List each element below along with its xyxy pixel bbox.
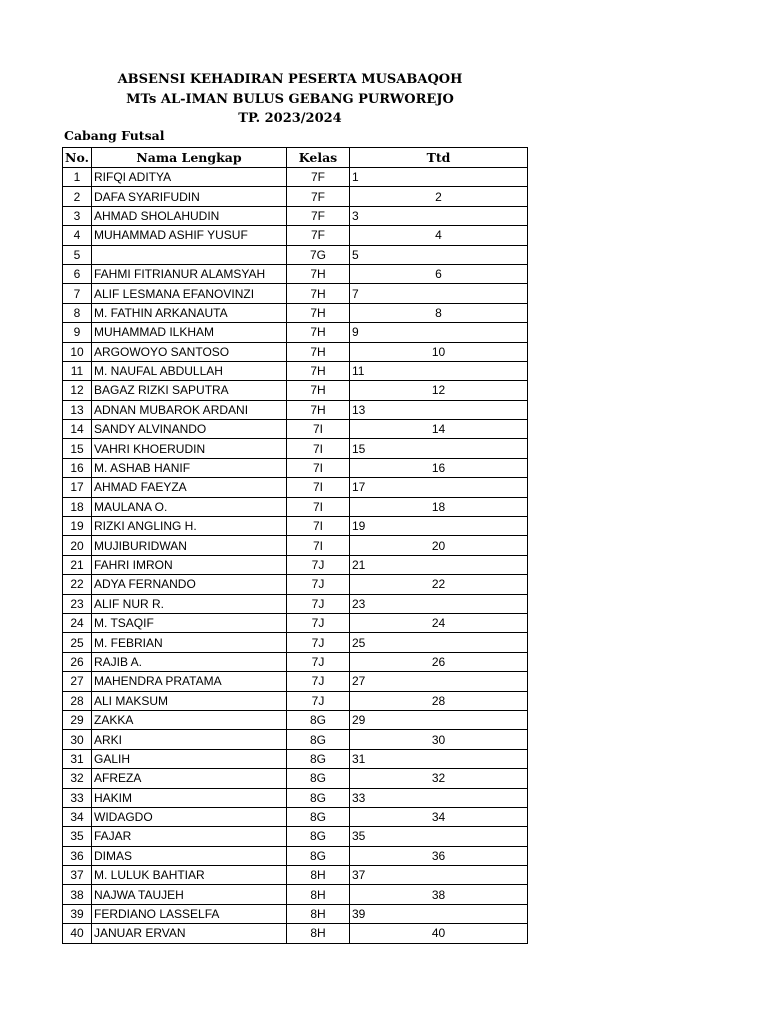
row-number: 37 <box>63 866 92 885</box>
student-name <box>92 245 287 264</box>
row-number: 15 <box>63 439 92 458</box>
signature-cell[interactable]: 31 <box>350 749 528 768</box>
row-number: 6 <box>63 264 92 283</box>
student-name: RIZKI ANGLING H. <box>92 517 287 536</box>
student-name: ARGOWOYO SANTOSO <box>92 342 287 361</box>
table-row <box>63 633 528 652</box>
document-title: ABSENSI KEHADIRAN PESERTA MUSABAQOH <box>117 72 463 87</box>
school-name: MTs AL-IMAN BULUS GEBANG PURWOREJO <box>126 92 454 107</box>
student-class: 7I <box>287 497 350 516</box>
table-row <box>63 866 528 885</box>
row-number: 40 <box>63 924 92 943</box>
student-name: ADNAN MUBAROK ARDANI <box>92 400 287 419</box>
table-row <box>63 594 528 613</box>
table-row <box>63 749 528 768</box>
table-row <box>63 187 528 206</box>
student-class: 7J <box>287 652 350 671</box>
table-row <box>63 846 528 865</box>
table-row <box>63 168 528 187</box>
table-row <box>63 264 528 283</box>
student-class: 7J <box>287 613 350 632</box>
table-row <box>63 342 528 361</box>
student-class: 7I <box>287 439 350 458</box>
student-class: 7H <box>287 284 350 303</box>
row-number: 26 <box>63 652 92 671</box>
column-header-name: Nama Lengkap <box>92 148 287 168</box>
signature-cell[interactable]: 13 <box>350 400 528 419</box>
student-class: 7H <box>287 361 350 380</box>
student-class: 7J <box>287 575 350 594</box>
student-name: WIDAGDO <box>92 807 287 826</box>
signature-cell[interactable]: 5 <box>350 245 528 264</box>
row-number: 27 <box>63 672 92 691</box>
row-number: 16 <box>63 458 92 477</box>
signature-cell[interactable]: 28 <box>350 691 528 710</box>
table-row <box>63 807 528 826</box>
student-name: JANUAR ERVAN <box>92 924 287 943</box>
table-row <box>63 885 528 904</box>
table-row <box>63 323 528 342</box>
row-number: 8 <box>63 303 92 322</box>
student-class: 7J <box>287 672 350 691</box>
row-number: 17 <box>63 478 92 497</box>
signature-cell[interactable]: 16 <box>350 458 528 477</box>
signature-cell[interactable]: 7 <box>350 284 528 303</box>
row-number: 22 <box>63 575 92 594</box>
student-class: 8G <box>287 807 350 826</box>
signature-cell[interactable]: 14 <box>350 420 528 439</box>
student-name: RIFQI ADITYA <box>92 168 287 187</box>
row-number: 35 <box>63 827 92 846</box>
student-name: M. FEBRIAN <box>92 633 287 652</box>
signature-cell[interactable]: 23 <box>350 594 528 613</box>
signature-cell[interactable]: 38 <box>350 885 528 904</box>
student-class: 8G <box>287 730 350 749</box>
signature-cell[interactable]: 32 <box>350 769 528 788</box>
table-row <box>63 478 528 497</box>
row-number: 38 <box>63 885 92 904</box>
student-class: 7J <box>287 691 350 710</box>
student-class: 8G <box>287 769 350 788</box>
student-name: M. TSAQIF <box>92 613 287 632</box>
row-number: 12 <box>63 381 92 400</box>
student-class: 7H <box>287 400 350 419</box>
student-name: MAULANA O. <box>92 497 287 516</box>
student-class: 7F <box>287 187 350 206</box>
table-header-row <box>63 148 528 168</box>
student-class: 7I <box>287 536 350 555</box>
table-row <box>63 361 528 380</box>
student-name: GALIH <box>92 749 287 768</box>
student-name: FAHRI IMRON <box>92 555 287 574</box>
student-name: ADYA FERNANDO <box>92 575 287 594</box>
table-row <box>63 691 528 710</box>
student-class: 7I <box>287 517 350 536</box>
student-name: ALIF NUR R. <box>92 594 287 613</box>
student-name: M. FATHIN ARKANAUTA <box>92 303 287 322</box>
row-number: 39 <box>63 904 92 923</box>
table-row <box>63 458 528 477</box>
student-name: M. NAUFAL ABDULLAH <box>92 361 287 380</box>
table-row <box>63 924 528 943</box>
student-name: MUHAMMAD ASHIF YUSUF <box>92 226 287 245</box>
signature-cell[interactable]: 15 <box>350 439 528 458</box>
student-name: DIMAS <box>92 846 287 865</box>
student-name: DAFA SYARIFUDIN <box>92 187 287 206</box>
table-row <box>63 206 528 225</box>
student-class: 7J <box>287 633 350 652</box>
signature-cell[interactable]: 9 <box>350 323 528 342</box>
table-row <box>63 827 528 846</box>
section-label: Cabang Futsal <box>64 128 165 143</box>
student-name: AFREZA <box>92 769 287 788</box>
signature-cell[interactable]: 3 <box>350 206 528 225</box>
student-class: 7J <box>287 594 350 613</box>
table-row <box>63 730 528 749</box>
row-number: 2 <box>63 187 92 206</box>
attendance-table <box>62 147 528 944</box>
student-name: FAHMI FITRIANUR ALAMSYAH <box>92 264 287 283</box>
table-row <box>63 439 528 458</box>
row-number: 25 <box>63 633 92 652</box>
signature-cell[interactable]: 24 <box>350 613 528 632</box>
row-number: 30 <box>63 730 92 749</box>
student-class: 8G <box>287 846 350 865</box>
signature-cell[interactable]: 11 <box>350 361 528 380</box>
row-number: 32 <box>63 769 92 788</box>
student-name: ALIF LESMANA EFANOVINZI <box>92 284 287 303</box>
row-number: 1 <box>63 168 92 187</box>
student-name: SANDY ALVINANDO <box>92 420 287 439</box>
student-class: 8G <box>287 827 350 846</box>
signature-cell[interactable]: 22 <box>350 575 528 594</box>
signature-cell[interactable]: 26 <box>350 652 528 671</box>
student-class: 7F <box>287 226 350 245</box>
signature-cell[interactable]: 21 <box>350 555 528 574</box>
table-row <box>63 904 528 923</box>
row-number: 18 <box>63 497 92 516</box>
row-number: 14 <box>63 420 92 439</box>
row-number: 13 <box>63 400 92 419</box>
row-number: 31 <box>63 749 92 768</box>
student-name: FERDIANO LASSELFA <box>92 904 287 923</box>
signature-cell[interactable]: 19 <box>350 517 528 536</box>
signature-cell[interactable]: 33 <box>350 788 528 807</box>
table-row <box>63 420 528 439</box>
signature-cell[interactable]: 18 <box>350 497 528 516</box>
student-name: AHMAD FAEYZA <box>92 478 287 497</box>
signature-cell[interactable]: 12 <box>350 381 528 400</box>
table-row <box>63 672 528 691</box>
signature-cell[interactable]: 8 <box>350 303 528 322</box>
row-number: 7 <box>63 284 92 303</box>
signature-cell[interactable]: 37 <box>350 866 528 885</box>
signature-cell[interactable]: 6 <box>350 264 528 283</box>
student-name: M. ASHAB HANIF <box>92 458 287 477</box>
signature-cell[interactable]: 30 <box>350 730 528 749</box>
row-number: 28 <box>63 691 92 710</box>
student-class: 7H <box>287 381 350 400</box>
student-class: 8G <box>287 788 350 807</box>
signature-cell[interactable]: 17 <box>350 478 528 497</box>
student-name: BAGAZ RIZKI SAPUTRA <box>92 381 287 400</box>
row-number: 4 <box>63 226 92 245</box>
row-number: 19 <box>63 517 92 536</box>
signature-cell[interactable]: 35 <box>350 827 528 846</box>
signature-cell[interactable]: 34 <box>350 807 528 826</box>
student-class: 7F <box>287 168 350 187</box>
student-class: 7F <box>287 206 350 225</box>
student-name: MUJIBURIDWAN <box>92 536 287 555</box>
table-row <box>63 245 528 264</box>
student-name: ARKI <box>92 730 287 749</box>
student-name: ZAKKA <box>92 710 287 729</box>
column-header-no: No. <box>63 148 92 168</box>
row-number: 24 <box>63 613 92 632</box>
signature-cell[interactable]: 10 <box>350 342 528 361</box>
student-class: 8G <box>287 710 350 729</box>
row-number: 36 <box>63 846 92 865</box>
table-row <box>63 226 528 245</box>
table-row <box>63 400 528 419</box>
table-row <box>63 497 528 516</box>
student-class: 8H <box>287 904 350 923</box>
signature-cell[interactable]: 36 <box>350 846 528 865</box>
column-header-ttd: Ttd <box>350 148 528 168</box>
student-class: 8H <box>287 866 350 885</box>
signature-cell[interactable]: 20 <box>350 536 528 555</box>
row-number: 29 <box>63 710 92 729</box>
table-row <box>63 613 528 632</box>
student-class: 7H <box>287 264 350 283</box>
signature-cell[interactable]: 39 <box>350 904 528 923</box>
table-row <box>63 536 528 555</box>
table-row <box>63 517 528 536</box>
student-name: MUHAMMAD ILKHAM <box>92 323 287 342</box>
row-number: 23 <box>63 594 92 613</box>
row-number: 3 <box>63 206 92 225</box>
row-number: 9 <box>63 323 92 342</box>
signature-cell[interactable]: 1 <box>350 168 528 187</box>
signature-cell[interactable]: 27 <box>350 672 528 691</box>
table-body <box>63 168 528 944</box>
row-number: 20 <box>63 536 92 555</box>
table-row <box>63 788 528 807</box>
student-class: 8G <box>287 749 350 768</box>
table-row <box>63 710 528 729</box>
school-year: TP. 2023/2024 <box>238 111 342 126</box>
student-name: FAJAR <box>92 827 287 846</box>
signature-cell[interactable]: 2 <box>350 187 528 206</box>
table-row <box>63 381 528 400</box>
column-header-kelas: Kelas <box>287 148 350 168</box>
row-number: 10 <box>63 342 92 361</box>
signature-cell[interactable]: 29 <box>350 710 528 729</box>
student-name: HAKIM <box>92 788 287 807</box>
table-row <box>63 303 528 322</box>
table-row <box>63 769 528 788</box>
student-name: NAJWA TAUJEH <box>92 885 287 904</box>
student-class: 7I <box>287 458 350 477</box>
student-class: 7I <box>287 420 350 439</box>
student-class: 7G <box>287 245 350 264</box>
student-name: AHMAD SHOLAHUDIN <box>92 206 287 225</box>
table-row <box>63 652 528 671</box>
row-number: 34 <box>63 807 92 826</box>
row-number: 5 <box>63 245 92 264</box>
student-name: RAJIB A. <box>92 652 287 671</box>
student-name: MAHENDRA PRATAMA <box>92 672 287 691</box>
student-class: 7H <box>287 303 350 322</box>
student-class: 8H <box>287 924 350 943</box>
student-name: VAHRI KHOERUDIN <box>92 439 287 458</box>
student-class: 7H <box>287 342 350 361</box>
student-class: 7H <box>287 323 350 342</box>
student-class: 7I <box>287 478 350 497</box>
student-name: M. LULUK BAHTIAR <box>92 866 287 885</box>
row-number: 21 <box>63 555 92 574</box>
student-class: 8H <box>287 885 350 904</box>
signature-cell[interactable]: 25 <box>350 633 528 652</box>
table-row <box>63 284 528 303</box>
signature-cell[interactable]: 4 <box>350 226 528 245</box>
row-number: 11 <box>63 361 92 380</box>
table-row <box>63 575 528 594</box>
row-number: 33 <box>63 788 92 807</box>
signature-cell[interactable]: 40 <box>350 924 528 943</box>
student-name: ALI MAKSUM <box>92 691 287 710</box>
table-row <box>63 555 528 574</box>
student-class: 7J <box>287 555 350 574</box>
